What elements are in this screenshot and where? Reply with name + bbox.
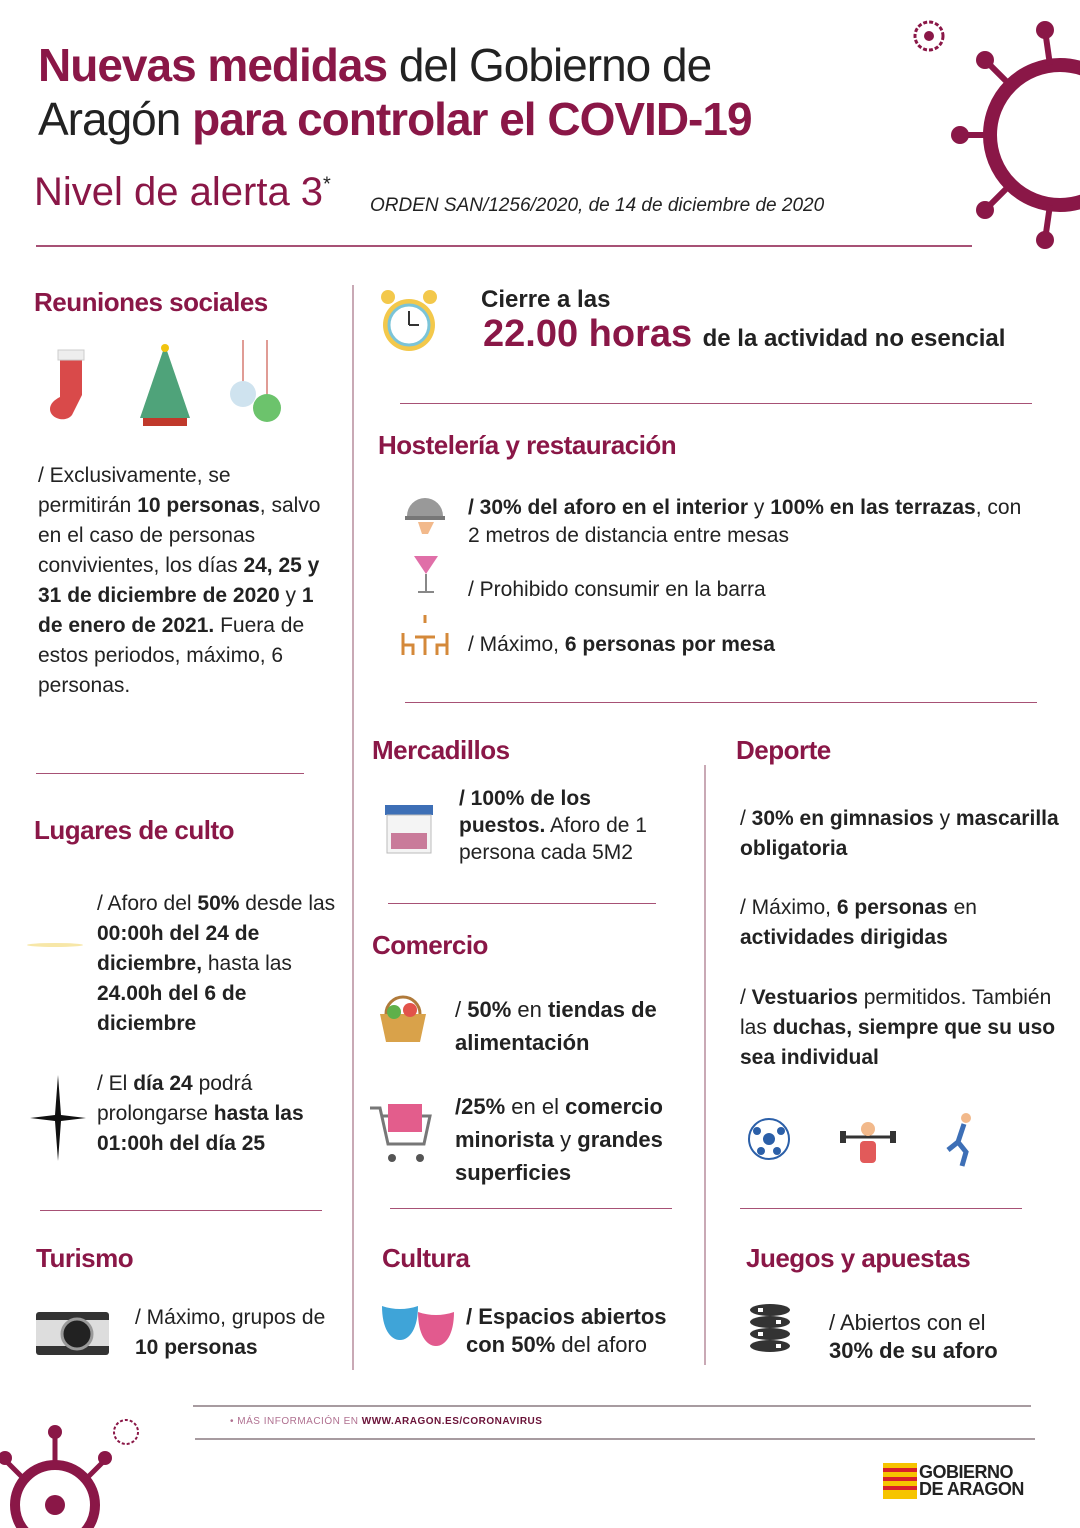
text-segment: hasta las — [202, 952, 292, 975]
bold-text: Vestuarios — [751, 986, 858, 1009]
column-divider — [704, 765, 706, 1365]
soccer-ball-icon — [747, 1117, 791, 1161]
more-info — [230, 1416, 542, 1427]
divider — [36, 245, 972, 247]
bold-text: 6 personas por mesa — [564, 633, 775, 656]
comercio-text-2 — [455, 1090, 700, 1189]
section-title-comercio: Comercio — [372, 930, 488, 960]
column-divider — [352, 285, 354, 1370]
divider — [390, 1208, 672, 1209]
text-segment: y — [279, 584, 302, 607]
bold-text: 24, 25 y 31 de diciembre de 2020 — [38, 554, 320, 607]
cloche-icon — [404, 490, 446, 536]
text-segment: del aforo — [555, 1332, 647, 1357]
ornaments-icon — [225, 340, 285, 428]
bold-text: 24.00h del 6 de diciembre — [97, 982, 247, 1035]
bold-text: 10 personas — [137, 494, 260, 517]
closing-rest: de la actividad no esencial — [702, 325, 1006, 352]
virus-bottom-icon — [0, 1410, 150, 1528]
divider — [193, 1405, 1031, 1407]
text-segment: del Gobierno de — [387, 39, 712, 91]
text-segment: , con 2 metros de distancia entre mesas — [468, 496, 1022, 547]
asterisk: * — [323, 173, 331, 196]
text-segment: / — [455, 997, 468, 1022]
deporte-text-3 — [740, 983, 1070, 1073]
bold-text: / 30% del aforo en el interior — [468, 496, 749, 519]
page-title — [38, 38, 752, 146]
hosteleria-text-3 — [468, 630, 1028, 660]
text-segment: / Exclusivamente, se permitirán — [38, 464, 231, 517]
deporte-text-2 — [740, 893, 1060, 953]
christmas-tree-icon — [135, 340, 195, 428]
order-reference: ORDEN SAN/1256/2020, de 14 de diciembre de 2020 — [370, 195, 825, 216]
christmas-stocking-icon — [45, 345, 100, 425]
section-title-hosteleria: Hostelería y restauración — [378, 430, 677, 460]
text-segment: / — [740, 986, 752, 1009]
grocery-basket-icon — [376, 992, 430, 1046]
text-segment: / Máximo, — [468, 633, 565, 656]
bold-text: 6 personas — [836, 896, 948, 919]
bold-text: 50% — [467, 997, 512, 1022]
text-segment: Fuera de estos periodos, máximo, 6 personas. — [38, 614, 305, 697]
more-info-prefix: MÁS INFORMACIÓN EN — [237, 1416, 362, 1427]
bold-text: 10 personas — [135, 1336, 258, 1359]
shopping-cart-icon — [368, 1100, 432, 1166]
mercadillos-text — [459, 785, 679, 866]
section-title-juegos: Juegos y apuestas — [746, 1243, 971, 1273]
text-segment: y — [554, 1127, 578, 1152]
closing-time-row — [483, 313, 1005, 356]
divider — [388, 903, 656, 904]
divider — [405, 702, 1037, 703]
divider — [400, 403, 1032, 404]
juegos-text — [829, 1309, 1029, 1365]
runner-icon — [940, 1112, 980, 1168]
text-segment: / El — [97, 1072, 134, 1095]
alert-level-text: Nivel de alerta 3 — [34, 170, 324, 214]
bold-text: para controlar el COVID-19 — [192, 93, 752, 145]
small-virus-icon — [905, 12, 953, 60]
title-line-1 — [38, 38, 752, 92]
text-segment: podrá prolongarse — [97, 1072, 253, 1125]
bold-text: Nuevas medidas — [38, 39, 388, 91]
sparkle-star-icon — [30, 1075, 86, 1161]
cocktail-icon — [412, 552, 440, 596]
divider — [40, 1210, 322, 1211]
bold-text: 1 de enero de 2021. — [38, 584, 314, 637]
bold-text: 50% — [197, 892, 240, 915]
virus-icon — [940, 10, 1080, 260]
text-segment: permitidos. También las — [740, 986, 1052, 1039]
text-segment: , salvo en el caso de personas convivientes, los días — [38, 494, 321, 577]
bold-text: día 24 — [133, 1072, 193, 1095]
text-segment: en — [947, 896, 977, 919]
hosteleria-text-2 — [468, 575, 1028, 605]
theater-masks-icon — [380, 1302, 456, 1352]
bold-text: actividades dirigidas — [740, 926, 948, 949]
bold-text: grandes superficies — [455, 1127, 663, 1185]
divider — [36, 773, 304, 774]
divider — [740, 1208, 1022, 1209]
bold-text: 30% en gimnasios — [751, 807, 934, 830]
section-title-mercadillos: Mercadillos — [372, 735, 510, 765]
bold-text: hasta las 01:00h del día 25 — [97, 1102, 304, 1155]
section-title-culto: Lugares de culto — [34, 815, 235, 845]
section-title-deporte: Deporte — [736, 735, 831, 765]
text-segment: / Prohibido consumir en la barra — [468, 578, 766, 601]
reuniones-text — [38, 461, 328, 701]
bold-text: 00:00h del 24 de diciembre, — [97, 922, 260, 975]
bold-text: mascarilla obligatoria — [740, 807, 1059, 860]
table-chairs-icon — [400, 613, 450, 657]
logo-text: GOBIERNO DE ARAGON — [919, 1462, 1024, 1499]
camera-icon — [35, 1308, 110, 1356]
section-title-turismo: Turismo — [36, 1243, 134, 1273]
text-segment: en el — [505, 1094, 566, 1119]
text-segment: / Aforo del — [97, 892, 198, 915]
turismo-text — [135, 1303, 335, 1363]
bold-text: duchas, siempre que su uso sea individual — [740, 1016, 1056, 1069]
divider — [195, 1438, 1035, 1440]
bold-text: comercio minorista — [455, 1094, 663, 1152]
section-title-cultura: Cultura — [382, 1243, 470, 1273]
text-segment: / — [740, 807, 752, 830]
bold-text: 100% en las terrazas — [770, 496, 976, 519]
closing-line1: Cierre a las — [481, 286, 611, 313]
comercio-text-1 — [455, 993, 695, 1059]
bold-text: / Espacios abiertos con 50% — [466, 1304, 667, 1357]
title-line-2 — [38, 92, 752, 146]
market-stall-icon — [383, 803, 435, 855]
bold-text: / 100% de los puestos. — [459, 787, 591, 837]
alarm-clock-icon — [378, 285, 440, 357]
text-segment: y — [933, 807, 956, 830]
alert-level — [34, 170, 331, 215]
text-segment: / Máximo, — [740, 896, 837, 919]
aragon-flag-icon — [883, 1463, 917, 1499]
star-glow-icon — [25, 925, 85, 965]
bold-text: /25% — [455, 1094, 506, 1119]
more-info-link[interactable]: WWW.ARAGON.ES/CORONAVIRUS — [361, 1416, 543, 1427]
bold-text: tiendas de alimentación — [455, 997, 657, 1055]
deporte-text-1 — [740, 804, 1060, 864]
weightlifter-icon — [838, 1117, 898, 1167]
culto-text-2 — [97, 1069, 337, 1159]
closing-time: 22.00 horas — [483, 313, 693, 355]
text-segment: / Máximo, grupos de — [135, 1306, 326, 1329]
gobierno-aragon-logo — [883, 1463, 1037, 1499]
cultura-text — [466, 1303, 696, 1359]
section-title-reuniones: Reuniones sociales — [34, 287, 268, 317]
culto-text-1 — [97, 889, 345, 1039]
text-segment: Aforo de 1 persona cada 5M2 — [459, 814, 647, 864]
text-segment: en — [511, 997, 548, 1022]
hosteleria-text-1 — [468, 494, 1038, 550]
text-segment: desde las — [239, 892, 336, 915]
casino-chips-icon — [748, 1302, 792, 1358]
bullet: • — [230, 1416, 238, 1427]
bold-text: 30% de su aforo — [829, 1338, 998, 1363]
text-segment: / Abiertos con el — [829, 1310, 986, 1335]
text-segment: Aragón — [38, 93, 193, 145]
text-segment: y — [748, 496, 771, 519]
